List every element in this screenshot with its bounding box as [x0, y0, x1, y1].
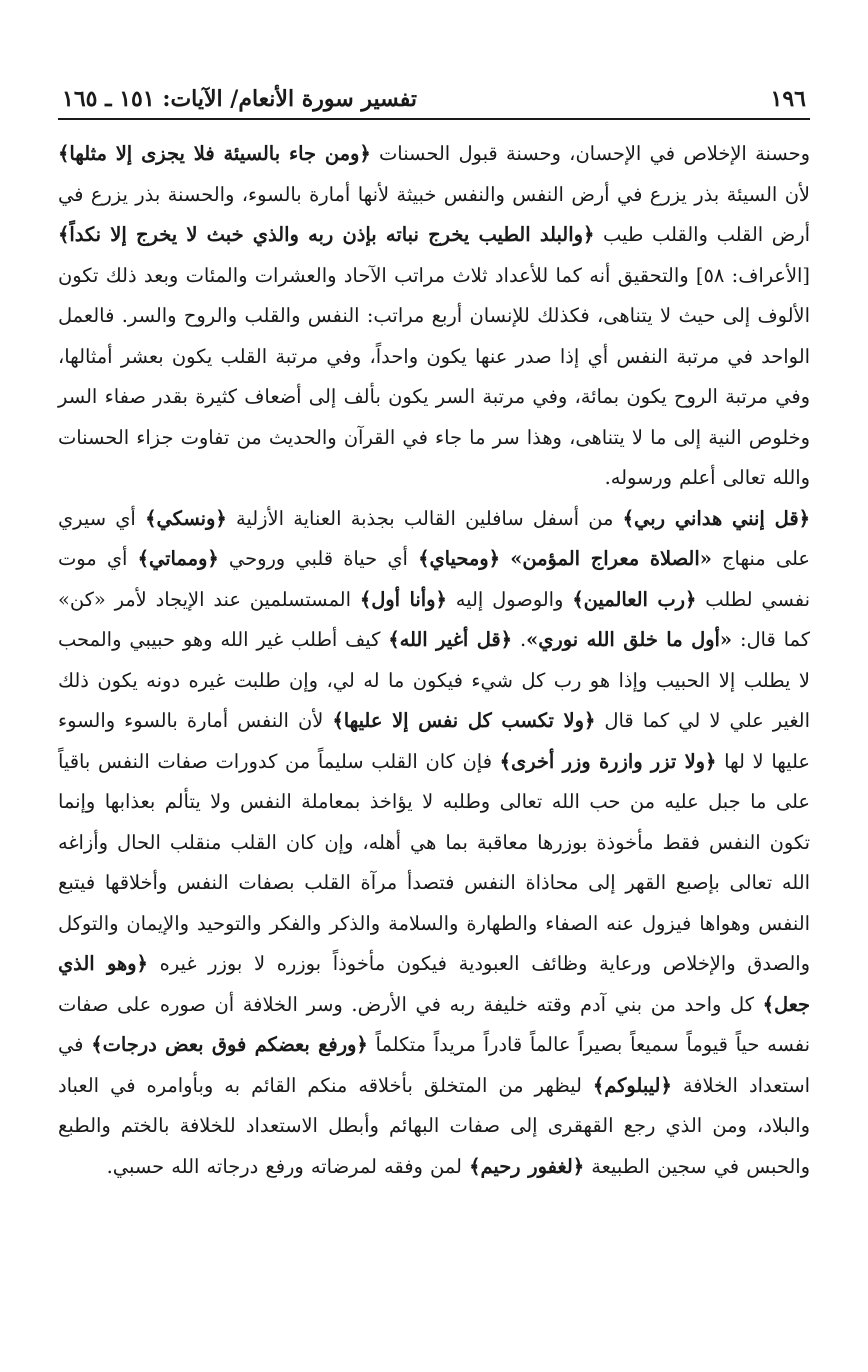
quran-quote: ﴿وهو الذي جعل﴾: [58, 952, 810, 1016]
quran-quote: «الصلاة معراج المؤمن»: [510, 547, 712, 570]
commentary-text: [الأعراف: ٥٨] والتحقيق أنه كما للأعداد ثلاث مراتب الآحاد والعشرات والمئات وبعد ذلك تكون الألوف إلى حيث لا يتناهى، فكذلك للإنسان أربع مراتب: النفس والقلب والروح والسر. فالعمل الواحد في مرتبة النفس أي إذا صدر عنها يكون واحداً، وفي مرتبة القلب يكون بعشر أمثالها، وفي مرتبة الروح يكون بمائة، وفي مرتبة السر يكون بألف إلى أضعاف كثيرة بقدر صفاء السر وخلوص النية إلى ما لا يتناهى، وهذا سر ما جاء في القرآن والحديث من تفاوت جزاء الحسنات والله تعالى أعلم ورسوله.: [58, 263, 810, 489]
body-text: [58, 134, 810, 1187]
quran-quote: ﴿ومماتي﴾: [137, 547, 219, 570]
commentary-text: وحسنة الإخلاص في الإحسان، وحسنة قبول الحسنات: [370, 142, 810, 165]
quran-quote: ﴿ليبلوكم﴾: [592, 1073, 672, 1097]
commentary-text: لمن وفقه لمرضاته ورفع درجاته الله حسبي.: [106, 1154, 470, 1178]
paragraph: [58, 499, 810, 1188]
page-number: ١٩٦: [770, 86, 806, 112]
header-divider: [58, 118, 810, 120]
quran-quote: ﴿والبلد الطيب يخرج نباته بإذن ربه والذي خبث لا يخرج إلا نكداً﴾: [58, 223, 595, 246]
quran-quote: ﴿وأنا أول﴾: [359, 587, 447, 611]
quran-quote: ﴿ورفع بعضكم فوق بعض درجات﴾: [91, 1033, 368, 1056]
paragraph: [58, 134, 810, 499]
quran-quote: ﴿ولا تزر وازرة وزر أخرى﴾: [499, 749, 717, 773]
commentary-text: في استعداد الخلافة: [58, 1033, 810, 1097]
commentary-text: لأن السيئة بذر يزرع في أرض النفس والنفس خبيثة لأنها أمارة بالسوء، والحسنة بذر يزرع في أرض القلب والقلب طيب: [58, 182, 811, 246]
commentary-text: أي موت نفسي لطلب: [58, 547, 810, 611]
commentary-text: كيف أطلب غير الله وهو حبيبي والمحب لا يطلب إلا الحبيب وإذا هو رب كل شيء فيكون ما له لي، وإن طلبت غيره دونه يكون ذلك الغير علي لا لي كما قال: [58, 628, 810, 732]
commentary-text: .: [512, 628, 527, 651]
commentary-text: أي سيري على منهاج: [58, 506, 810, 570]
page-header: [58, 72, 810, 118]
commentary-text: المستسلمين عند الإيجاد لأمر «كن» كما قال:: [58, 587, 810, 651]
commentary-text: ليظهر من المتخلق بأخلاقه منكم القائم به وبأوامره في العباد والبلاد، ومن الذي رجع القهقرى إلى صفات البهائم وأبطل الاستعداد للخلافة بالختم والطبع والحبس في سجين الطبيعة: [58, 1073, 810, 1178]
quran-quote: ﴿لغفور رحيم﴾: [469, 1154, 585, 1178]
quran-quote: ﴿ومحياي﴾: [418, 547, 501, 570]
quran-quote: ﴿ومن جاء بالسيئة فلا يجزى إلا مثلها﴾: [58, 142, 371, 165]
quran-quote: ﴿قل إنني هداني ربي﴾: [622, 506, 810, 530]
running-title: تفسير سورة الأنعام/ الآيات: ١٥١ ـ ١٦٥: [62, 86, 417, 112]
quran-quote: ﴿ونسكي﴾: [145, 506, 227, 530]
commentary-text: أي حياة قلبي وروحي: [218, 547, 419, 570]
commentary-text: فإن كان القلب سليماً من كدورات صفات النفس باقياً على ما جبل عليه من حب الله تعالى وطلبه لا يؤاخذ بمعاملة النفس ولا يتألم بعذابها وإنما تكون النفس فقط مأخوذة بوزرها معاقبة بما هي أهله، وإن كان القلب منقلب الحال وأزاغه الله تعالى بإصبع القهر إلى محاذاة النفس فتصدأ مرآة القلب بصفات النفس وأخلاقها فيتبع النفس وهواها فيزول عنه الصفاء والطهارة والسلامة والذكر والفكر والتوحيد والإيمان والتوكل والصدق والإخلاص ورعاية وظائف العبودية فيكون مأخوذاً بوزره لا بوزر غيره: [58, 749, 811, 975]
commentary-text: والوصول إليه: [446, 587, 573, 611]
commentary-text: من أسفل سافلين القالب بجذبة العناية الأزلية: [226, 506, 623, 530]
commentary-text: كل واحد من بني آدم وقته خليفة ربه في الأرض. وسر الخلافة أن صوره على صفات نفسه حياً قيوماً سميعاً بصيراً عالماً قادراً مريداً متكلماً: [58, 992, 811, 1056]
quran-quote: ﴿رب العالمين﴾: [572, 587, 697, 611]
commentary-text: [500, 547, 510, 570]
quran-quote: «أول ما خلق الله نوري»: [526, 628, 733, 651]
quran-quote: ﴿ولا تكسب كل نفس إلا عليها﴾: [332, 709, 596, 732]
commentary-text: لأن النفس أمارة بالسوء والسوء عليها لا لها: [58, 709, 811, 773]
quran-quote: ﴿قل أغير الله﴾: [388, 628, 513, 651]
